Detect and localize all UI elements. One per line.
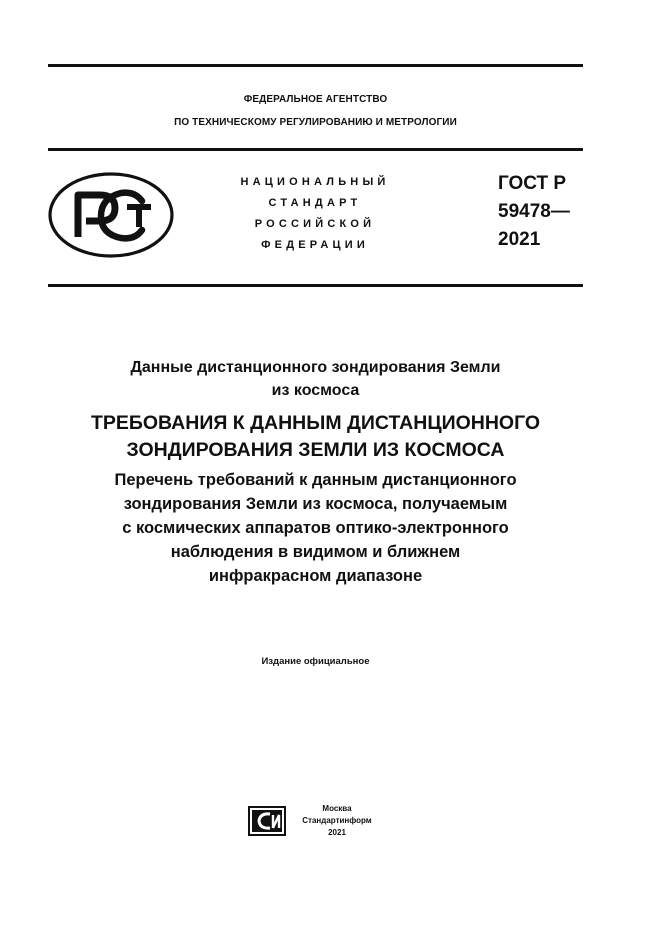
subtitle-line: Данные дистанционного зондирования Земли	[130, 359, 501, 376]
designation-line-3: 2021	[498, 229, 541, 250]
edition-label: Издание официальное	[261, 656, 370, 667]
publisher-year: 2021	[328, 828, 346, 837]
agency-header	[48, 88, 583, 134]
standard-type-line-3: РОССИЙСКОЙ	[254, 218, 376, 230]
document-subtitle	[48, 356, 583, 402]
top-rule	[48, 64, 583, 67]
agency-line-2: ПО ТЕХНИЧЕСКОМУ РЕГУЛИРОВАНИЮ И МЕТРОЛОГИИ	[174, 117, 457, 128]
designation-line-1: ГОСТ Р	[498, 173, 567, 194]
part-title-line: наблюдения в видимом и ближнем	[170, 543, 461, 561]
agency-line-1: ФЕДЕРАЛЬНОЕ АГЕНТСТВО	[243, 94, 388, 105]
part-title-line: с космических аппаратов оптико-электронного	[122, 519, 509, 537]
publisher-info	[292, 803, 382, 839]
main-title	[48, 410, 583, 464]
standard-type-line-1: НАЦИОНАЛЬНЫЙ	[240, 176, 390, 188]
standard-type-line-2: СТАНДАРТ	[268, 197, 362, 209]
designation-line-2: 59478—	[498, 201, 570, 222]
standard-designation	[498, 170, 570, 254]
document-title	[48, 356, 583, 588]
standard-type-line-4: ФЕДЕРАЦИИ	[261, 239, 369, 251]
standard-type	[215, 172, 415, 256]
part-title-line: зондирования Земли из космоса, получаемым	[123, 495, 508, 513]
subtitle-line: из космоса	[271, 382, 360, 399]
header-rule	[48, 148, 583, 151]
part-title-line: инфракрасном диапазоне	[208, 567, 423, 585]
rst-gost-emblem-icon	[47, 171, 175, 259]
main-title-line: ТРЕБОВАНИЯ К ДАННЫМ ДИСТАНЦИОННОГО	[90, 412, 541, 434]
publisher-city: Москва	[322, 804, 352, 813]
part-title-line: Перечень требований к данным дистанционного	[114, 471, 517, 489]
part-title	[48, 468, 583, 588]
main-title-line: ЗОНДИРОВАНИЯ ЗЕМЛИ ИЗ КОСМОСА	[126, 439, 505, 461]
publisher-name: Стандартинформ	[302, 816, 372, 825]
designation-rule	[48, 284, 583, 287]
standartinform-logo-icon	[248, 806, 286, 836]
